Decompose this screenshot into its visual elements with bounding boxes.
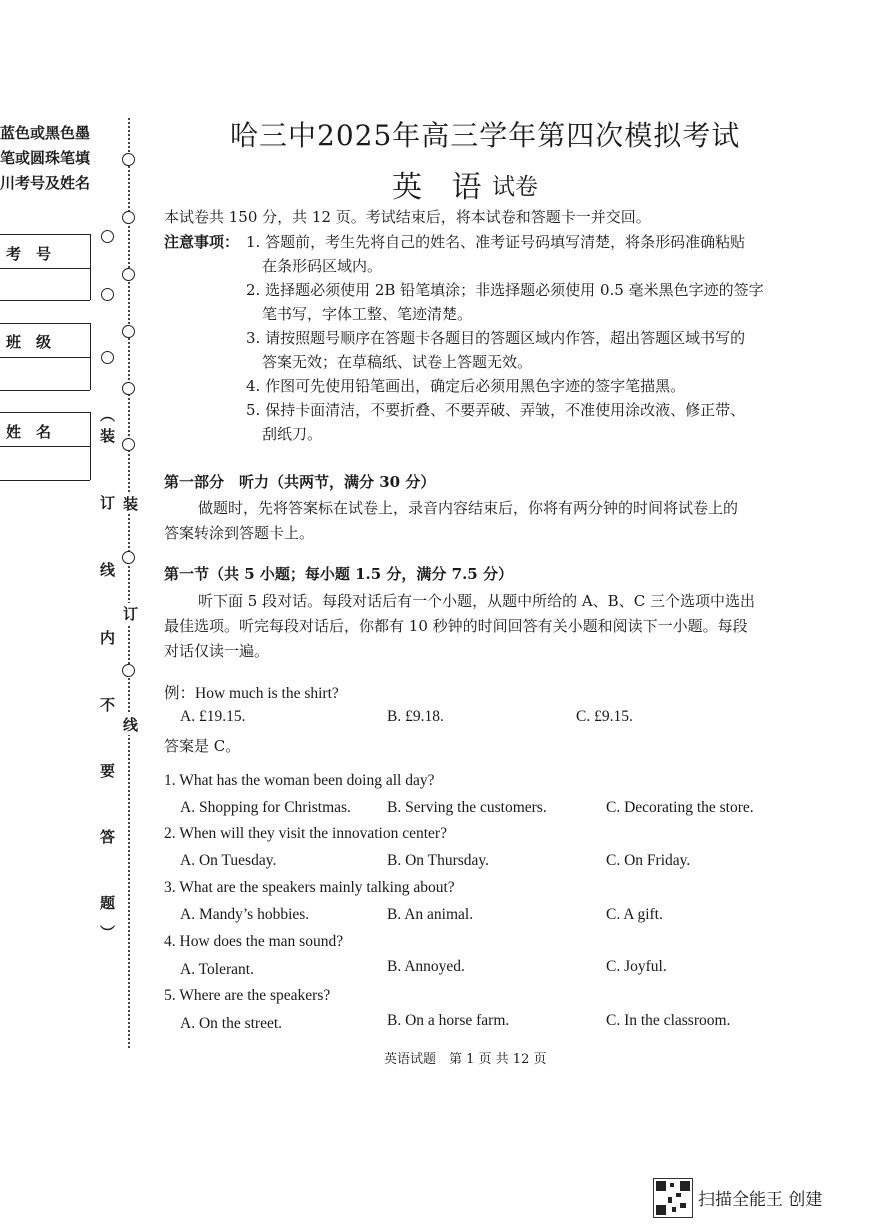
binding-char: 答 <box>100 828 116 846</box>
note-line: 答案无效；在草稿纸、试卷上答题无效。 <box>262 353 533 371</box>
q2-option-a: A. On Tuesday. <box>180 852 277 869</box>
question-2: 2. When will they visit the innovation center? <box>164 825 447 842</box>
binding-char: 订 <box>100 494 116 512</box>
q4-option-b: B. Annoyed. <box>387 958 465 975</box>
side-instruction-3: 川考号及姓名 <box>0 174 91 192</box>
field-border <box>0 446 90 447</box>
class-label: 班 级 <box>6 333 52 351</box>
note-line: 5. 保持卡面清洁，不要折叠、不要弄破、弄皱，不准使用涂改液、修正带、 <box>246 401 746 419</box>
note-line: 1. 答题前，考生先将自己的姓名、准考证号码填写清楚，将条形码准确粘贴 <box>246 233 746 251</box>
subject-suffix: 试卷 <box>492 174 538 200</box>
section1-heading: 第一节（共 5 小题；每小题 1.5 分，满分 7.5 分） <box>164 565 513 583</box>
scanner-watermark: 扫描全能王 创建 <box>698 1190 823 1210</box>
binding-hole <box>122 551 135 564</box>
binding-char: 题 <box>100 894 116 912</box>
note-line: 4. 作图可先使用铅笔画出，确定后必须用黑色字迹的签字笔描黑。 <box>246 377 686 395</box>
q1-option-b: B. Serving the customers. <box>387 799 547 816</box>
binding-char: 线 <box>123 716 139 734</box>
paren-open: ︵ <box>100 406 116 424</box>
q3-option-b: B. An animal. <box>387 906 474 923</box>
field-border <box>90 323 91 390</box>
note-line: 在条形码区域内。 <box>262 257 383 275</box>
field-border <box>0 300 90 301</box>
binding-char: 装 <box>100 427 116 445</box>
binding-dotted-line <box>128 118 130 1048</box>
q2-option-b: B. On Thursday. <box>387 852 490 869</box>
subject-title: 英 语 <box>392 170 492 205</box>
binding-hole <box>122 438 135 451</box>
question-3: 3. What are the speakers mainly talking about? <box>164 879 455 896</box>
binding-hole <box>122 382 135 395</box>
section1-desc: 听下面 5 段对话。每段对话后有一个小题，从题中所给的 A、B、C 三个选项中选出 <box>198 592 755 610</box>
field-border <box>0 357 90 358</box>
binding-char: 内 <box>100 629 116 647</box>
part1-desc: 答案转涂到答题卡上。 <box>164 524 315 542</box>
question-4: 4. How does the man sound? <box>164 933 344 950</box>
side-instruction-1: 蓝色或黑色墨 <box>0 124 91 142</box>
binding-hole <box>122 211 135 224</box>
note-line: 笔书写，字体工整、笔迹清楚。 <box>262 305 473 323</box>
binding-hole <box>101 288 114 301</box>
question-1: 1. What has the woman been doing all day? <box>164 772 435 789</box>
binding-hole <box>122 664 135 677</box>
field-border <box>90 234 91 300</box>
field-border <box>0 390 90 391</box>
section1-desc: 最佳选项。听完每段对话后，你都有 10 秒钟的时间回答有关小题和阅读下一小题。每段 <box>164 617 748 635</box>
exam-title: 哈三中2025年高三学年第四次模拟考试 <box>230 119 741 152</box>
binding-char: 订 <box>123 605 139 623</box>
note-line: 3. 请按照题号顺序在答题卡各题目的答题区域内作答，超出答题区域书写的 <box>246 329 746 347</box>
q4-option-c: C. Joyful. <box>606 958 667 975</box>
intro-text: 本试卷共 150 分，共 12 页。考试结束后，将本试卷和答题卡一并交回。 <box>164 208 651 226</box>
side-instruction-2: 笔或圆珠笔填 <box>0 149 91 167</box>
section1-desc: 对话仅读一遍。 <box>164 642 270 660</box>
q2-option-c: C. On Friday. <box>606 852 691 869</box>
q3-option-c: C. A gift. <box>606 906 663 923</box>
field-border <box>0 323 90 324</box>
example-option-b: B. £9.18. <box>387 708 444 725</box>
binding-hole <box>122 268 135 281</box>
binding-hole <box>122 325 135 338</box>
qr-code-icon <box>653 1178 693 1218</box>
field-border <box>0 234 90 235</box>
field-border <box>0 480 90 481</box>
part1-heading: 第一部分 听力（共两节，满分 30 分） <box>164 473 436 491</box>
paren-close: ︶ <box>100 924 116 942</box>
page-footer: 英语试题 第 1 页 共 12 页 <box>384 1052 547 1067</box>
notes-label: 注意事项： <box>164 233 240 251</box>
q1-option-c: C. Decorating the store. <box>606 799 754 816</box>
binding-hole <box>101 351 114 364</box>
note-line: 刮纸刀。 <box>262 425 323 443</box>
q5-option-c: C. In the classroom. <box>606 1012 731 1029</box>
field-border <box>0 412 90 413</box>
exam-number-label: 考 号 <box>6 245 52 263</box>
binding-char: 不 <box>100 696 116 714</box>
example-option-a: A. £19.15. <box>180 708 246 725</box>
binding-char: 线 <box>100 561 116 579</box>
binding-hole <box>122 153 135 166</box>
question-5: 5. Where are the speakers? <box>164 987 331 1004</box>
name-label: 姓 名 <box>6 423 52 441</box>
example-question: 例：How much is the shirt? <box>164 685 339 702</box>
field-border <box>90 412 91 480</box>
binding-char: 要 <box>100 762 116 780</box>
example-answer: 答案是 C。 <box>164 737 241 755</box>
q4-option-a: A. Tolerant. <box>180 961 254 978</box>
binding-char: 装 <box>123 495 139 513</box>
binding-hole <box>101 230 114 243</box>
q5-option-a: A. On the street. <box>180 1015 283 1032</box>
q3-option-a: A. Mandy’s hobbies. <box>180 906 310 923</box>
part1-desc: 做题时，先将答案标在试卷上，录音内容结束后，你将有两分钟的时间将试卷上的 <box>198 499 739 517</box>
q5-option-b: B. On a horse farm. <box>387 1012 510 1029</box>
note-line: 2. 选择题必须使用 2B 铅笔填涂；非选择题必须使用 0.5 毫米黑色字迹的签字 <box>246 281 764 299</box>
field-border <box>0 268 90 269</box>
example-option-c: C. £9.15. <box>576 708 633 725</box>
q1-option-a: A. Shopping for Christmas. <box>180 799 351 816</box>
